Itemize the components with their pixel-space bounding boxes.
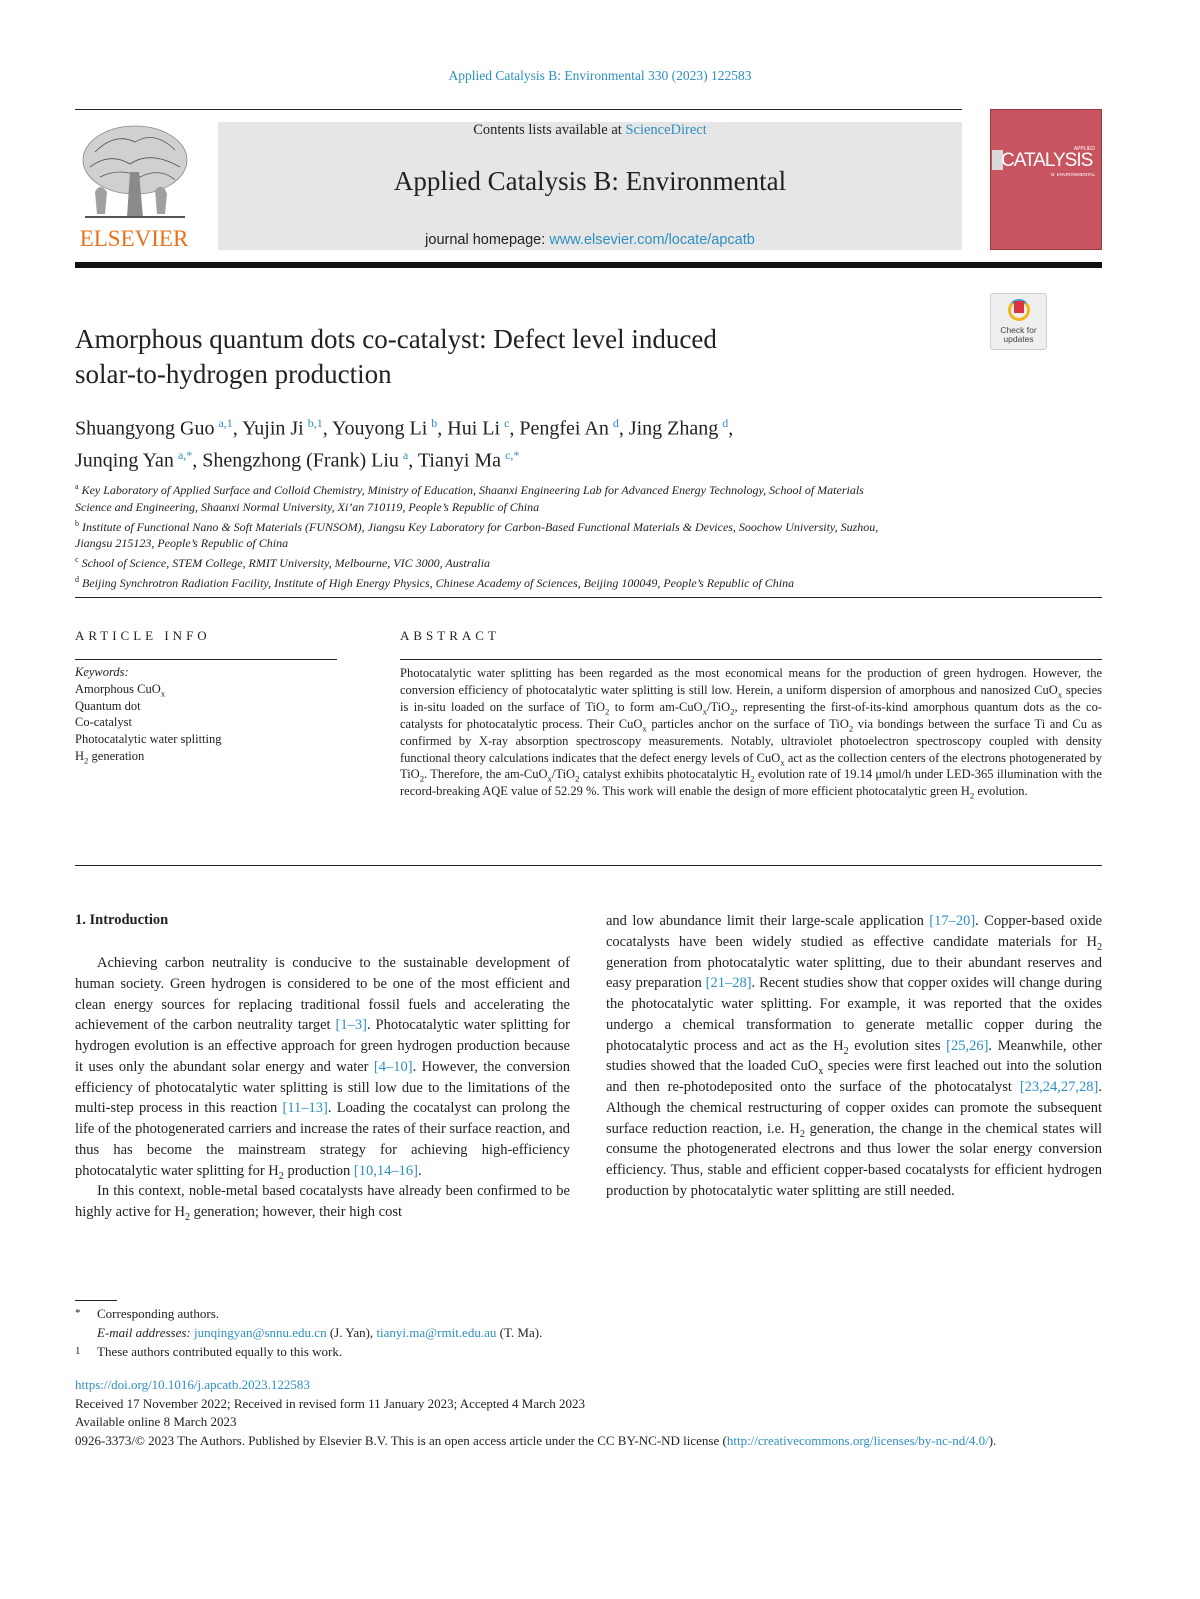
author-list: Shuangyong Guo $^{a,1}$, Yujin Ji $^{b,1}$, Youyong Li $^b$, Hui Li $^c$, Pengfei An $^d$, Jing Zhang $^d$, Junqing Yan $^{a,*}$, Shengzhong (Frank) Liu $^a$, Tianyi Ma $^{c,*}$ [75,416,734,472]
subscript: 2 [278,1170,284,1182]
introduction-heading: 1. Introduction [75,912,169,928]
homepage-link[interactable]: www.elsevier.com/locate/apcatb [549,232,755,248]
citation-link[interactable]: [10,14–16] [353,1162,418,1179]
author-name[interactable]: Tianyi Ma [417,449,502,472]
title-line-2: solar-to-hydrogen production [75,359,392,389]
journal-cover[interactable] [990,109,1102,250]
citation-link[interactable]: [4–10] [373,1058,413,1075]
subscript: 2 [730,706,735,717]
check-for-updates-button[interactable] [990,293,1047,350]
subscript: 2 [843,1045,849,1057]
subscript: 2 [184,1211,190,1223]
citation-link[interactable]: [17–20] [929,913,976,929]
keywords-list [75,681,337,765]
title-line-1: Amorphous quantum dots co-catalyst: Defect level induced [75,324,717,354]
affiliation-item: $^c$ School of Science, STEM College, RMIT University, Melbourne, VIC 3000, Australia [75,555,491,571]
subscript: x [160,688,166,699]
subscript: 2 [605,706,610,717]
footnotes [75,1304,1105,1361]
journal-title: Applied Catalysis B: Environmental [393,166,787,196]
author-name[interactable]: Youyong Li [332,417,428,440]
footnote-equal-contribution [75,1342,1105,1361]
footnote-text: These authors contributed equally to this work. [97,1344,343,1359]
author-name[interactable]: Hui Li [447,417,501,440]
affiliation-item: $^d$ Beijing Synchrotron Radiation Facility, Institute of High Energy Physics, Chinese Academy of Sciences, Beijing 100049, People’s Republic of China [75,574,795,590]
journal-reference-link[interactable]: Applied Catalysis B: Environmental 330 (2023) 122583 [448,68,752,83]
crossmark-label: Check for updates [1000,325,1037,344]
license-link[interactable]: http://creativecommons.org/licenses/by-nc-nd/4.0/ [726,1432,989,1448]
affiliation-marker[interactable]: d [612,416,619,430]
publication-history: Received 17 November 2022; Received in revised form 11 January 2023; Accepted 4 March 2023 [75,1395,585,1411]
keyword-item: Photocatalytic water splitting [75,732,222,747]
article-info-heading: ARTICLE INFO [75,628,211,643]
author-name[interactable]: Shengzhong (Frank) Liu [202,449,399,472]
email-label: E-mail addresses: [97,1325,191,1340]
subscript: 2 [799,1128,805,1140]
cover-applied-text: APPLIED [1073,146,1095,152]
subscript: 2 [1096,941,1102,953]
citation-link[interactable]: [11–13] [282,1100,328,1117]
body-column-left [75,953,570,1223]
homepage-prefix: journal homepage: [425,232,550,248]
author-name[interactable]: Shuangyong Guo [75,417,215,440]
affiliation-item: $^a$ Key Laboratory of Applied Surface and Colloid Chemistry, Ministry of Education, Shaanxi Engineering Lab for Advanced Energy Technology, School of Materials [75,482,864,497]
affiliation-key: c [75,555,79,565]
elsevier-tree-icon [75,122,193,222]
contents-prefix: Contents lists available at [473,122,626,138]
author-name[interactable]: Pengfei An [519,417,609,440]
subscript: x [818,1066,824,1078]
author-name[interactable]: Yujin Ji [242,417,304,440]
citation-link[interactable]: [23,24,27,28] [1019,1079,1099,1095]
abstract-bottom-rule [75,865,1102,866]
article-title [75,322,875,392]
article-info-rule [75,659,337,660]
keywords-block [75,664,337,765]
abstract-rule [400,659,1102,660]
license-statement: 0926-3373/© 2023 The Authors. Published by Elsevier B.V. This is an open access article under the CC BY-NC-ND license (http://creativecommons.org/licenses/by-nc-nd/4.0/). [75,1432,997,1448]
email-link-ma[interactable]: tianyi.ma@rmit.edu.au [376,1325,497,1340]
keyword-item: Co-catalyst [75,715,132,730]
footnote-text: Corresponding authors. [97,1306,220,1321]
affiliation-list [75,479,1105,592]
elsevier-logo[interactable] [75,122,193,252]
header-thick-divider [75,262,1102,268]
journal-homepage [218,232,962,248]
subscript: x [780,757,785,768]
subscript: 2 [575,773,580,784]
keyword-item: Quantum dot [75,698,141,713]
affiliation-key: a [75,482,79,491]
footnote-emails [75,1323,1105,1342]
affiliation-item-cont: Science and Engineering, Shaanxi Normal University, Xi’an 710119, People’s Republic of China [75,499,540,514]
contents-availability [218,122,962,139]
affiliation-marker[interactable]: a,* [177,447,193,462]
abstract-text: Photocatalytic water splitting has been regarded as the most economical means for the production of green hydrogen. However, the conversion efficiency of photocatalytic water splitting is still low. Herein, a uniform dispersion of amorphous and nanosized CuO$_x$ species is in-situ loaded on the surface of TiO$_2$ to form am-CuO$_x$/TiO$_2$, representing the first-of-its-kind amorphous quantum dots as the co-catalysts for photocatalytic process. Their CuO$_x$ particles anchor on the surface of TiO$_2$ via bondings between the surface Ti and Cu as confirmed by X-ray absorption spectroscopy measurements. Notably, ultraviolet photoelectron spectroscopy coupled with density functional theory calculations indicates that the defect energy levels of CuO$_x$ act as the collection centers of the electrons photogenerated by TiO$_2$. Therefore, the am-CuO$_x$/TiO$_2$ catalyst exhibits photocatalytic $H_2$ evolution rate of 19.14 μmol/h under LED-365 illumination with the record-breaking AQE value of 52.29 %. This work will enable the design of more efficient photocatalytic green $H_2$ evolution. [400,666,1102,801]
abstract-heading: ABSTRACT [400,628,500,643]
subscript: 2 [969,790,975,801]
affiliation-marker[interactable]: b,1 [307,416,323,430]
subscript: x [1057,689,1063,700]
subscript: x [642,723,647,734]
subscript: 2 [848,723,854,734]
paragraph: and low abundance limit their large-scale application [17–20]. Copper-based oxide cocatalysts have been widely studied as effective candidate materials for $H_2$ generation from photocatalytic water splitting, due to their abundant reserves and easy preparation [21–28]. Recent studies show that copper oxides will change during the photocatalytic water splitting. For example, it was reported that the oxides undergo a chemical transformation to generate metallic copper during the photocatalytic process and act as the $H_2$ evolution sites [25,26]. Meanwhile, other studies showed that the loaded CuO$_x$ species were first leached out into the solution and then re-photodeposited onto the surface of the photocatalyst [23,24,27,28]. Although the chemical restructuring of copper oxides can promote the subsequent surface reduction reaction, i.e. $H_2$ generation, the change in the chemical states will consume the photogenerated electrons and thus lower the solar energy conversion efficiency. Thus, stable and efficient copper-based cocatalysts for efficient hydrogen production by photocatalytic water splitting are still needed. [606,913,1103,1199]
publication-info [75,1376,1105,1450]
subscript: x [547,773,552,784]
cover-catalysis-text: CATALYSIS [1001,150,1093,171]
affiliation-marker[interactable]: a [402,447,409,462]
citation-link[interactable]: [25,26] [946,1037,989,1054]
footnote-corresponding [75,1304,1105,1323]
footnote-symbol: * [75,1307,81,1319]
paragraph: In this context, noble-metal based cocatalysts have already been confirmed to be highly active for $H_2$ generation; however, their high cost [75,1183,570,1223]
affiliation-marker[interactable]: c [504,416,510,430]
subscript: 2 [419,773,425,784]
doi-link[interactable]: https://doi.org/10.1016/j.apcatb.2023.122583 [75,1377,310,1392]
footnote-symbol: 1 [75,1345,81,1357]
subscript: 2 [84,755,89,766]
email-link-yan[interactable]: junqingyan@snnu.edu.cn [194,1325,327,1340]
citation-link[interactable]: [1–3] [335,1017,367,1034]
journal-masthead [218,122,962,250]
affiliation-item: $^b$ Institute of Functional Nano & Soft Materials (FUNSOM), Jiangsu Key Laboratory for Carbon-Based Functional Materials & Devices, Soochow University, Suzhou, [75,518,879,534]
affiliation-marker[interactable]: a,1 [218,416,233,430]
elsevier-wordmark: ELSEVIER [79,226,189,251]
cover-subtitle-text: B: ENVIRONMENTAL [1051,172,1095,177]
sciencedirect-link[interactable]: ScienceDirect [625,122,707,138]
affiliation-marker[interactable]: d [722,416,729,430]
crossmark-bookmark-icon [1014,301,1024,313]
author-name[interactable]: Junqing Yan [75,449,174,472]
subscript: 2 [750,773,755,784]
section-divider [75,597,1102,598]
author-name[interactable]: Jing Zhang [628,417,719,440]
body-column-right [606,911,1102,1202]
affiliation-marker[interactable]: c,* [505,447,520,462]
affiliation-key: b [75,518,79,528]
subscript: x [702,706,707,717]
affiliation-marker[interactable]: b [431,416,438,430]
header-divider [75,109,962,110]
citation-link[interactable]: [21–28] [705,975,752,992]
paragraph: Achieving carbon neutrality is conducive to the sustainable development of human society. Green hydrogen is considered to be one of the most efficient and clean energy sources for replacing traditional fossil fuels and accelerating the achievement of the carbon neutrality target [1–3]. Photocatalytic water splitting for hydrogen evolution is an effective approach for green hydrogen production because it uses only the abundant solar energy and water [4–10]. However, the conversion efficiency of photocatalytic water splitting is still low due to the limitations of the multi-step process in this reaction [11–13]. Loading the cocatalyst can prolong the life of the photogenerated carriers and increase the rates of their surface reaction, and thus has become the mainstream strategy for achieving high-efficiency photocatalytic water splitting for $H_2$ production [10,14–16]. [75,955,570,1182]
affiliation-key: d [75,574,79,584]
keyword-item: $H_2$ generation [75,748,145,766]
email-name: (T. Ma). [496,1325,543,1340]
keywords-label: Keywords: [75,665,129,679]
online-date: Available online 8 March 2023 [75,1414,237,1429]
footnote-rule [75,1300,117,1301]
email-name: (J. Yan), [326,1325,377,1340]
keyword-item: Amorphous CuO$_x$ [75,681,166,699]
affiliation-item-cont: Jiangsu 215123, People’s Republic of China [75,536,289,551]
